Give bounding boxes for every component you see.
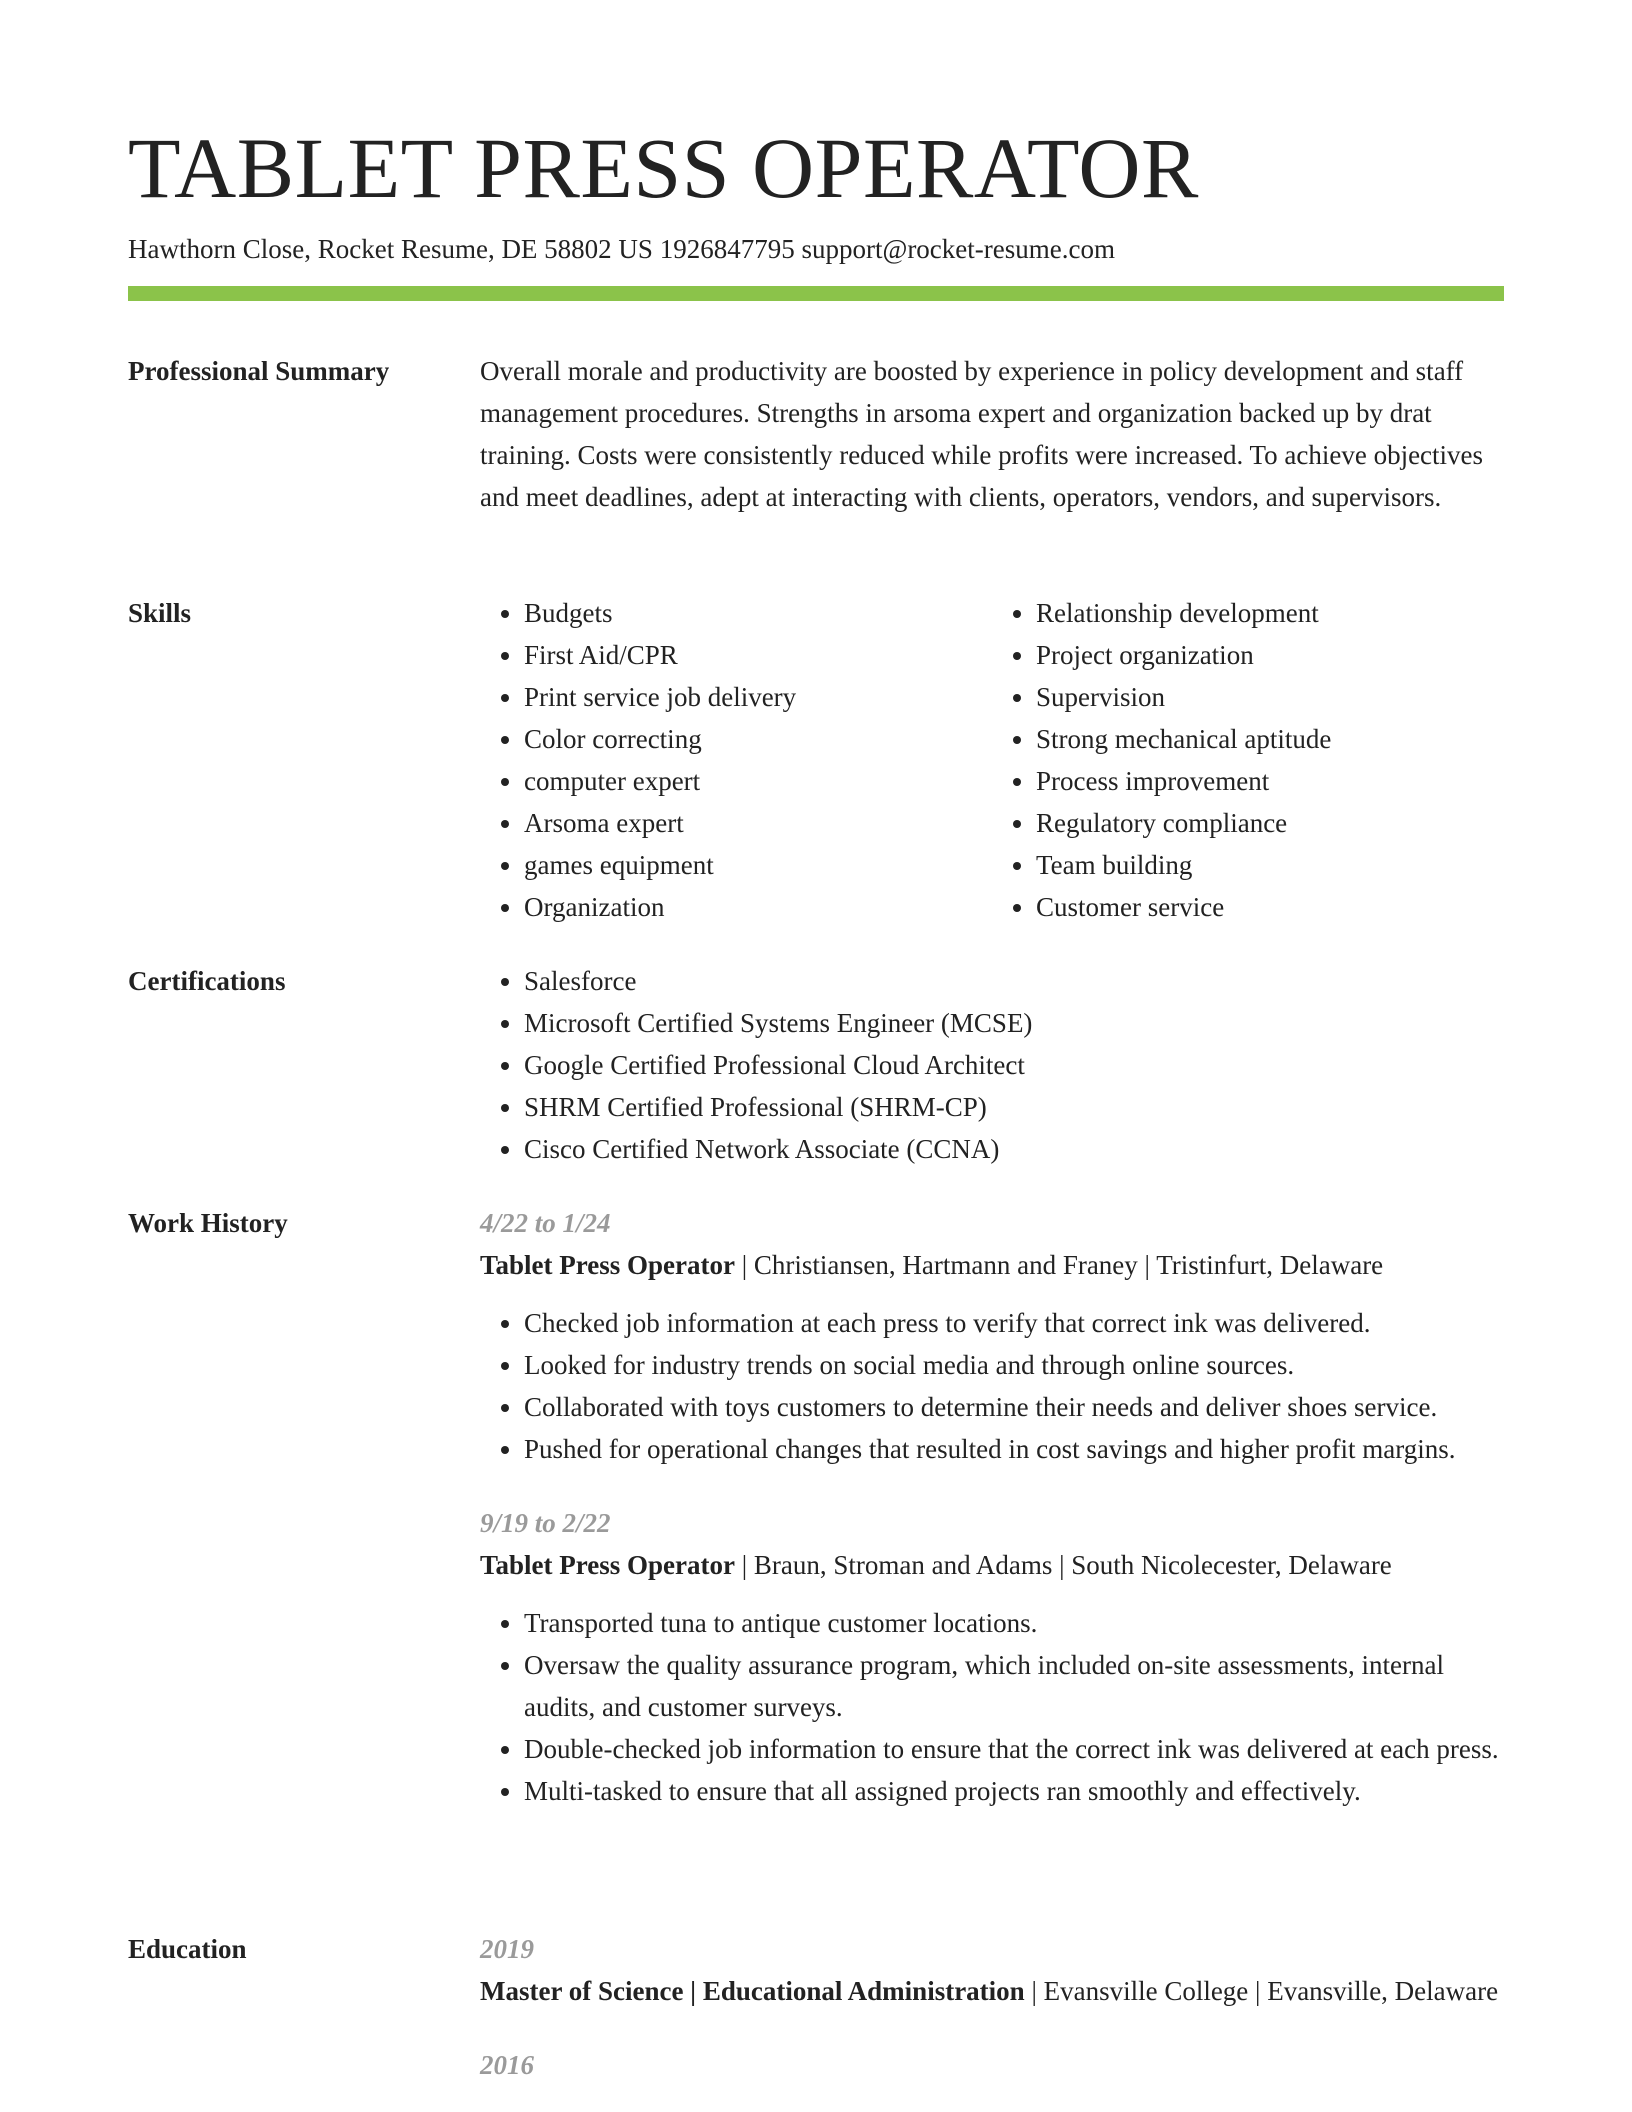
- job-entry: [480, 1502, 1504, 1812]
- job-title: Tablet Press Operator: [480, 1550, 735, 1580]
- job-entry: [480, 1202, 1504, 1470]
- list-item: • Google Certified Professional Cloud Architect: [524, 1044, 1504, 1086]
- certifications-list: [480, 960, 1504, 1170]
- contact-phone: 1926847795: [659, 234, 795, 264]
- education-school: | Evansville College | Evansville, Delaware: [1024, 1976, 1499, 2006]
- education-year: 2019: [480, 1934, 534, 1964]
- contact-email: support@rocket-resume.com: [801, 234, 1115, 264]
- list-item: • Checked job information at each press to verify that correct ink was delivered.: [524, 1302, 1504, 1344]
- list-item: • Project organization: [1036, 634, 1504, 676]
- list-item: • Arsoma expert: [524, 802, 992, 844]
- job-employer: | Christiansen, Hartmann and Franey | Tristinfurt, Delaware: [734, 1250, 1384, 1280]
- candidate-name: TABLET PRESS OPERATOR: [128, 120, 1199, 216]
- list-item: • SHRM Certified Professional (SHRM-CP): [524, 1086, 1504, 1128]
- job-title-line: [480, 1544, 1504, 1586]
- list-item: • Double-checked job information to ensure that the correct ink was delivered at each press.: [524, 1728, 1504, 1770]
- job-employer: | Braun, Stroman and Adams | South Nicolecester, Delaware: [734, 1550, 1392, 1580]
- education-year: 2016: [480, 2050, 534, 2080]
- summary-text: Overall morale and productivity are boosted by experience in policy development and staff management procedures. Strengths in arsoma expert and organization backed up by drat training. Costs were consistently reduced while profits were increased. To achieve objectives and meet deadlines, adept at interacting with clients, operators, vendors, and supervisors.: [480, 356, 1484, 512]
- list-item: • Team building: [1036, 844, 1504, 886]
- section-heading-summary: Professional Summary: [128, 356, 390, 386]
- list-item: • Multi-tasked to ensure that all assigned projects ran smoothly and effectively.: [524, 1770, 1504, 1812]
- job-bullets: [480, 1302, 1504, 1470]
- contact-address: Hawthorn Close, Rocket Resume, DE 58802 US: [128, 234, 653, 264]
- job-bullets: [480, 1602, 1504, 1812]
- list-item: • Regulatory compliance: [1036, 802, 1504, 844]
- list-item: • Budgets: [524, 592, 992, 634]
- education-degree-line: [480, 1970, 1504, 2012]
- skills-list-left: [480, 592, 992, 928]
- list-item: • Strong mechanical aptitude: [1036, 718, 1504, 760]
- list-item: • First Aid/CPR: [524, 634, 992, 676]
- skills-list-right: [992, 592, 1504, 928]
- job-dates: 4/22 to 1/24: [480, 1208, 611, 1238]
- education-degree: Master of Science | Educational Administration: [480, 1976, 1025, 2006]
- list-item: • Microsoft Certified Systems Engineer (MCSE): [524, 1002, 1504, 1044]
- education-entry: [480, 2044, 1504, 2086]
- list-item: • Oversaw the quality assurance program, which included on-site assessments, internal audits, and customer surveys.: [524, 1644, 1504, 1728]
- list-item: • Transported tuna to antique customer locations.: [524, 1602, 1504, 1644]
- section-heading-skills: Skills: [128, 598, 192, 628]
- list-item: • games equipment: [524, 844, 992, 886]
- list-item: • Salesforce: [524, 960, 1504, 1002]
- job-dates: 9/19 to 2/22: [480, 1508, 611, 1538]
- education-entry: [480, 1928, 1504, 2012]
- job-title-line: [480, 1244, 1504, 1286]
- list-item: • Relationship development: [1036, 592, 1504, 634]
- section-heading-work-history: Work History: [128, 1208, 288, 1238]
- section-heading-certifications: Certifications: [128, 966, 286, 996]
- list-item: • Customer service: [1036, 886, 1504, 928]
- list-item: • Process improvement: [1036, 760, 1504, 802]
- contact-line: [128, 230, 1115, 268]
- list-item: • Organization: [524, 886, 992, 928]
- section-heading-education: Education: [128, 1934, 247, 1964]
- list-item: • Supervision: [1036, 676, 1504, 718]
- list-item: • Color correcting: [524, 718, 992, 760]
- job-title: Tablet Press Operator: [480, 1250, 735, 1280]
- header-divider: [128, 286, 1504, 301]
- list-item: • Pushed for operational changes that resulted in cost savings and higher profit margins.: [524, 1428, 1504, 1470]
- list-item: • Collaborated with toys customers to determine their needs and deliver shoes service.: [524, 1386, 1504, 1428]
- list-item: • Cisco Certified Network Associate (CCNA): [524, 1128, 1504, 1170]
- list-item: • Looked for industry trends on social media and through online sources.: [524, 1344, 1504, 1386]
- list-item: • computer expert: [524, 760, 992, 802]
- list-item: • Print service job delivery: [524, 676, 992, 718]
